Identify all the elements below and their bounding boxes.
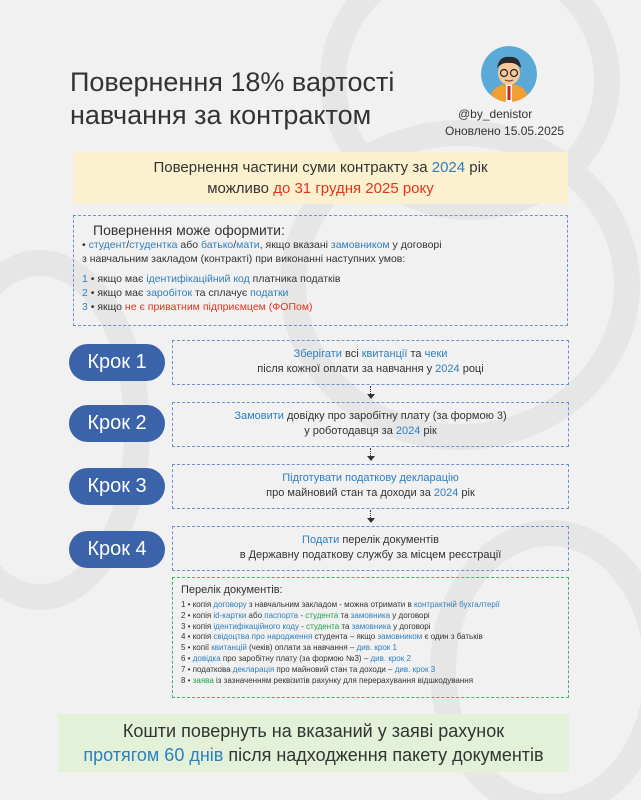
text: 1 • копія bbox=[181, 600, 214, 609]
text: або bbox=[177, 239, 202, 251]
step-4-description bbox=[172, 526, 569, 571]
text: з навчальним закладом - можна отримати в bbox=[246, 600, 414, 609]
banner-text: Повернення частини суми контракту за bbox=[153, 159, 432, 176]
highlight: податкову декларацію bbox=[345, 472, 459, 484]
step-2-button: Крок 2 bbox=[69, 405, 165, 442]
highlight: ідентифікаційного коду bbox=[213, 621, 299, 631]
text: у договорі bbox=[390, 621, 431, 631]
banner-deadline: до 31 грудня 2025 року bbox=[273, 180, 434, 197]
text: та bbox=[407, 348, 425, 360]
condition-number: 3 bbox=[82, 301, 88, 313]
eligibility-line: з навчальним закладом (контракті) при виконанні наступних умов: bbox=[82, 253, 406, 265]
text: 4 • копія bbox=[181, 632, 214, 642]
refund-period: протягом 60 днів bbox=[83, 745, 224, 765]
down-arrow-icon bbox=[366, 448, 376, 462]
banner-line bbox=[73, 178, 568, 199]
highlight-green: заява bbox=[192, 675, 214, 685]
eligibility-box bbox=[73, 215, 568, 326]
condition-number: 2 bbox=[82, 287, 88, 299]
footer-line bbox=[58, 743, 569, 767]
highlight: замовником bbox=[377, 632, 423, 642]
text: 5 • копії bbox=[181, 643, 212, 653]
text: році bbox=[459, 363, 484, 375]
text: у роботодавця за bbox=[304, 425, 396, 437]
highlight: батько bbox=[201, 239, 234, 251]
header bbox=[0, 0, 641, 150]
text: • якщо bbox=[87, 301, 125, 313]
text: • якщо має bbox=[87, 287, 147, 299]
highlight: заробіток bbox=[146, 287, 193, 299]
text: або bbox=[246, 610, 265, 620]
step-line bbox=[173, 486, 568, 501]
highlight: студент bbox=[88, 239, 127, 251]
text: • якщо має bbox=[87, 273, 147, 285]
text: • bbox=[82, 239, 89, 251]
list-item bbox=[181, 665, 560, 676]
highlight: чеки bbox=[424, 348, 448, 360]
highlight: 2024 bbox=[395, 425, 421, 437]
highlight: замовника bbox=[351, 621, 391, 631]
step-3-description bbox=[172, 464, 569, 509]
down-arrow-icon bbox=[366, 510, 376, 524]
list-item bbox=[181, 654, 560, 665]
highlight-red: не є приватним підприємцем (ФОПом) bbox=[124, 301, 313, 313]
text: про майновий стан та доходи – bbox=[274, 664, 395, 674]
condition-item bbox=[82, 272, 559, 286]
list-item bbox=[181, 632, 560, 643]
highlight: Подати bbox=[302, 534, 340, 546]
highlight: 2024 bbox=[433, 487, 459, 499]
text: 2 • копія bbox=[181, 610, 214, 620]
down-arrow-icon bbox=[366, 386, 376, 400]
text: - bbox=[298, 610, 306, 620]
text: 6 • bbox=[181, 653, 193, 663]
step-line bbox=[173, 533, 568, 548]
banner-year: 2024 bbox=[431, 159, 466, 176]
highlight: паспорта bbox=[264, 610, 299, 620]
step-3-button: Крок 3 bbox=[69, 468, 165, 505]
step-line bbox=[173, 362, 568, 377]
text: про заробітну плату (за формою №3) – bbox=[220, 653, 371, 663]
title-line: Повернення 18% вартості bbox=[70, 67, 395, 97]
highlight: id-картки bbox=[213, 610, 247, 620]
step-4-button: Крок 4 bbox=[69, 531, 165, 568]
highlight: податки bbox=[250, 287, 289, 299]
highlight: квитанцій bbox=[211, 643, 247, 653]
highlight: Підготувати bbox=[282, 472, 343, 484]
text: та bbox=[339, 621, 352, 631]
step-reference: див. крок 1 bbox=[356, 643, 397, 653]
text: , якщо вказані bbox=[259, 239, 331, 251]
text: та bbox=[338, 610, 351, 620]
text: перелік документів bbox=[339, 534, 439, 546]
text: 7 • податкова bbox=[181, 664, 233, 674]
highlight: квитанції bbox=[361, 348, 408, 360]
deadline-banner bbox=[73, 152, 568, 204]
highlight: студентка bbox=[129, 239, 178, 251]
text: про майновий стан та доходи за bbox=[266, 487, 434, 499]
text: платника податків bbox=[249, 273, 341, 285]
highlight: замовником bbox=[330, 239, 390, 251]
text: після кожної оплати за навчання у bbox=[257, 363, 436, 375]
highlight: свідоцтва про народження bbox=[213, 632, 313, 642]
highlight: Замовити bbox=[234, 410, 284, 422]
list-item bbox=[181, 643, 560, 654]
documents-list bbox=[172, 577, 569, 698]
condition-item bbox=[82, 300, 559, 314]
list-item bbox=[181, 676, 560, 687]
text: / bbox=[233, 239, 237, 251]
highlight: замовника bbox=[350, 610, 391, 620]
text: рік bbox=[458, 487, 475, 499]
step-line bbox=[173, 424, 568, 439]
list-item bbox=[181, 600, 560, 611]
highlight-green: студента bbox=[306, 621, 340, 631]
text: (чеків) оплати за навчання – bbox=[246, 643, 357, 653]
text: 8 • bbox=[181, 675, 193, 685]
text: - bbox=[298, 621, 307, 631]
text: після надходження пакету документів bbox=[223, 745, 544, 765]
step-1-button: Крок 1 bbox=[69, 344, 165, 381]
highlight: 2024 bbox=[435, 363, 460, 375]
step-line bbox=[173, 409, 568, 424]
text: у договорі bbox=[389, 239, 442, 251]
documents-heading: Перелік документів: bbox=[181, 584, 283, 596]
text: у договорі bbox=[390, 610, 430, 620]
list-item bbox=[181, 622, 560, 633]
footer-line: Кошти повернуть на вказаний у заяві рахунок bbox=[122, 721, 505, 741]
text: 3 • копія bbox=[181, 621, 214, 631]
text: рік bbox=[420, 425, 437, 437]
refund-footer bbox=[58, 714, 569, 772]
title-line: навчання за контрактом bbox=[70, 100, 372, 130]
highlight-green: студента bbox=[305, 610, 339, 620]
text: та сплачує bbox=[192, 287, 251, 299]
avatar bbox=[481, 46, 537, 102]
highlight: договору bbox=[213, 600, 247, 609]
step-1-description bbox=[172, 340, 569, 385]
banner-text: рік bbox=[465, 159, 488, 176]
highlight: декларація bbox=[232, 664, 275, 674]
eligibility-line bbox=[82, 238, 559, 252]
step-line bbox=[173, 347, 568, 362]
page-title bbox=[70, 66, 430, 132]
author-handle: @by_denistor bbox=[458, 107, 533, 121]
step-line bbox=[173, 471, 568, 486]
highlight: ідентифікаційний код bbox=[146, 273, 250, 285]
step-line: в Державну податкову службу за місцем реєстрації bbox=[239, 549, 502, 561]
avatar-illustration bbox=[481, 46, 537, 102]
updated-date: Оновлено 15.05.2025 bbox=[445, 124, 565, 138]
condition-number: 1 bbox=[82, 273, 88, 285]
text: довідку про заробітну плату (за формою 3) bbox=[283, 410, 507, 422]
text: / bbox=[126, 239, 130, 251]
banner-line bbox=[73, 157, 568, 178]
highlight: довідка bbox=[192, 653, 221, 663]
condition-item bbox=[82, 286, 559, 300]
step-reference: див. крок 3 bbox=[394, 664, 436, 674]
highlight: мати bbox=[236, 239, 260, 251]
text: є один з батьків bbox=[422, 632, 483, 642]
text: студента – якщо bbox=[312, 632, 378, 642]
step-2-description bbox=[172, 402, 569, 447]
eligibility-heading: Повернення може оформити: bbox=[93, 222, 285, 238]
text: із зазначенням реквізитів рахунку для перерахування відшкодування bbox=[213, 675, 474, 685]
banner-text: можливо bbox=[207, 180, 274, 197]
list-item bbox=[181, 611, 560, 622]
highlight: контрактній бухгалтерії bbox=[413, 600, 500, 609]
text: всі bbox=[341, 348, 362, 360]
step-reference: див. крок 2 bbox=[370, 653, 411, 663]
highlight: Зберігати bbox=[293, 348, 342, 360]
